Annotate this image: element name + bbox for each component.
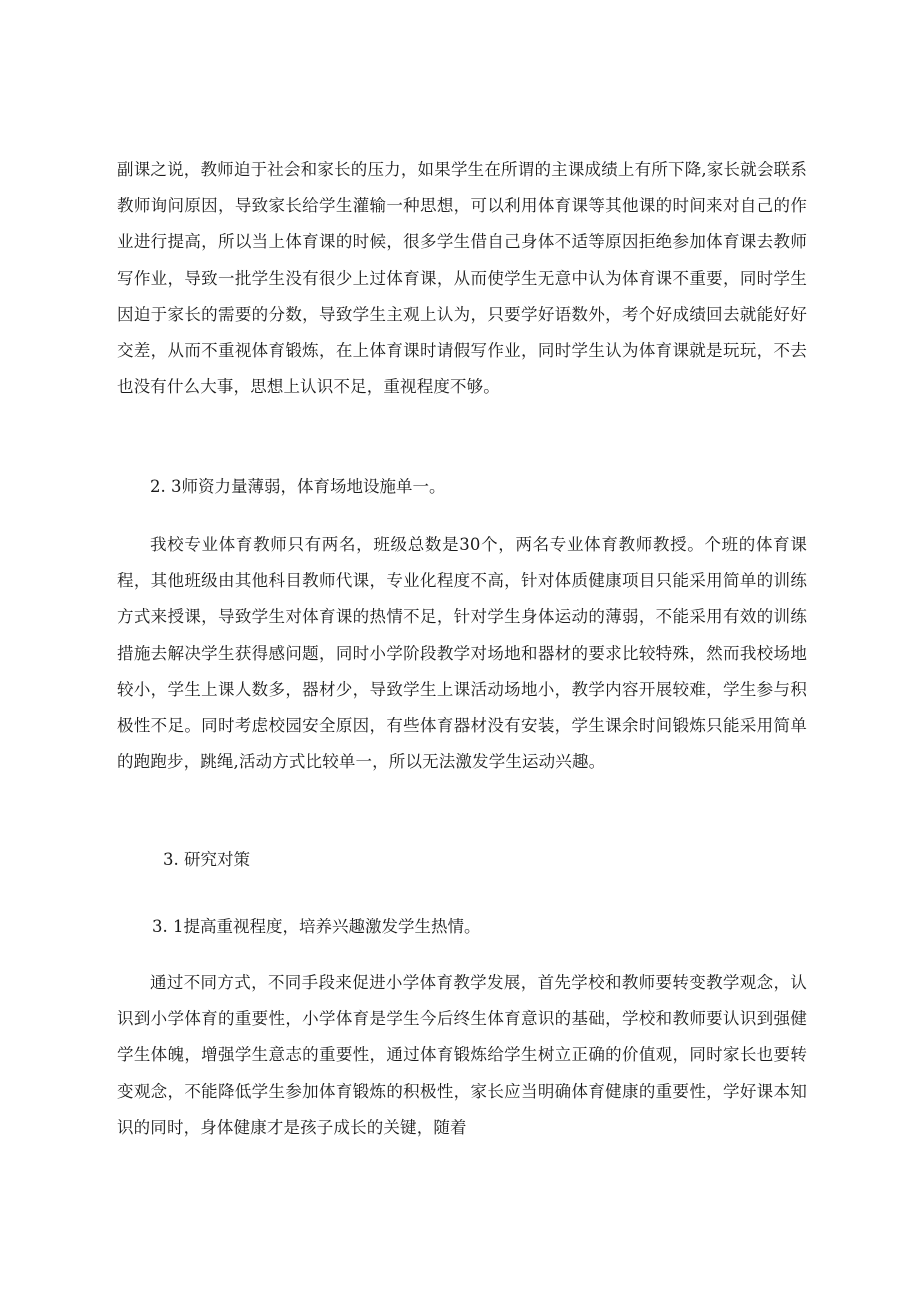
section-heading-3: 3. 研究对策 — [163, 850, 250, 869]
body-paragraph: 副课之说，教师迫于社会和家长的压力，如果学生在所谓的主课成绩上有所下降,家长就会联系教师询问原因，导致家长给学生灌输一种思想，可以利用体育课等其他课的时间来对自己的作业进行提高，所以当上体育课的时候，很多学生借自己身体不适等原因拒绝参加体育课去教师写作业，导致一批学生没有很少上过体育课，从而使学生无意中认为体育课不重要，同时学生因迫于家长的需要的分数，导致学生主观上认为，只要学好语数外，考个好成绩回去就能好好交差，从而不重视体育锻炼，在上体育课时请假写作业，同时学生认为体育课就是玩玩，不去也没有什么大事，思想上认识不足，重视程度不够。 — [117, 160, 807, 397]
section-heading-2-3: 2. 3师资力量薄弱，体育场地设施单一。 — [150, 477, 446, 496]
body-paragraph: 我校专业体育教师只有两名，班级总数是30个，两名专业体育教师教授。个班的体育课程，其他班级由其他科目教师代课，专业化程度不高，针对体质健康项目只能采用简单的训练方式来授课，导致学生对体育课的热情不足，针对学生身体运动的薄弱，不能采用有效的训练措施去解决学生获得感问题，同时小学阶段教学对场地和器材的要求比较特殊，然而我校场地较小，学生上课人数多，器材少，导致学生上课活动场地小，教学内容开展较难，学生参与积极性不足。同时考虑校园安全原因，有些体育器材没有安装，学生课余时间锻炼只能采用简单的跑跑步，跳绳,活动方式比较单一，所以无法激发学生运动兴趣。 — [117, 535, 807, 772]
body-paragraph: 通过不同方式，不同手段来促进小学体育教学发展，首先学校和教师要转变教学观念，认识到小学体育的重要性，小学体育是学生今后终生体育意识的基础，学校和教师要认识到强健学生体魄，增强学生意志的重要性，通过体育锻炼给学生树立正确的价值观，同时家长也要转变观念，不能降低学生参加体育锻炼的积极性，家长应当明确体育健康的重要性，学好课本知识的同时，身体健康才是孩子成长的关键，随着 — [117, 973, 807, 1137]
section-heading-3-1: 3. 1提高重视程度，培养兴趣激发学生热情。 — [152, 917, 481, 936]
